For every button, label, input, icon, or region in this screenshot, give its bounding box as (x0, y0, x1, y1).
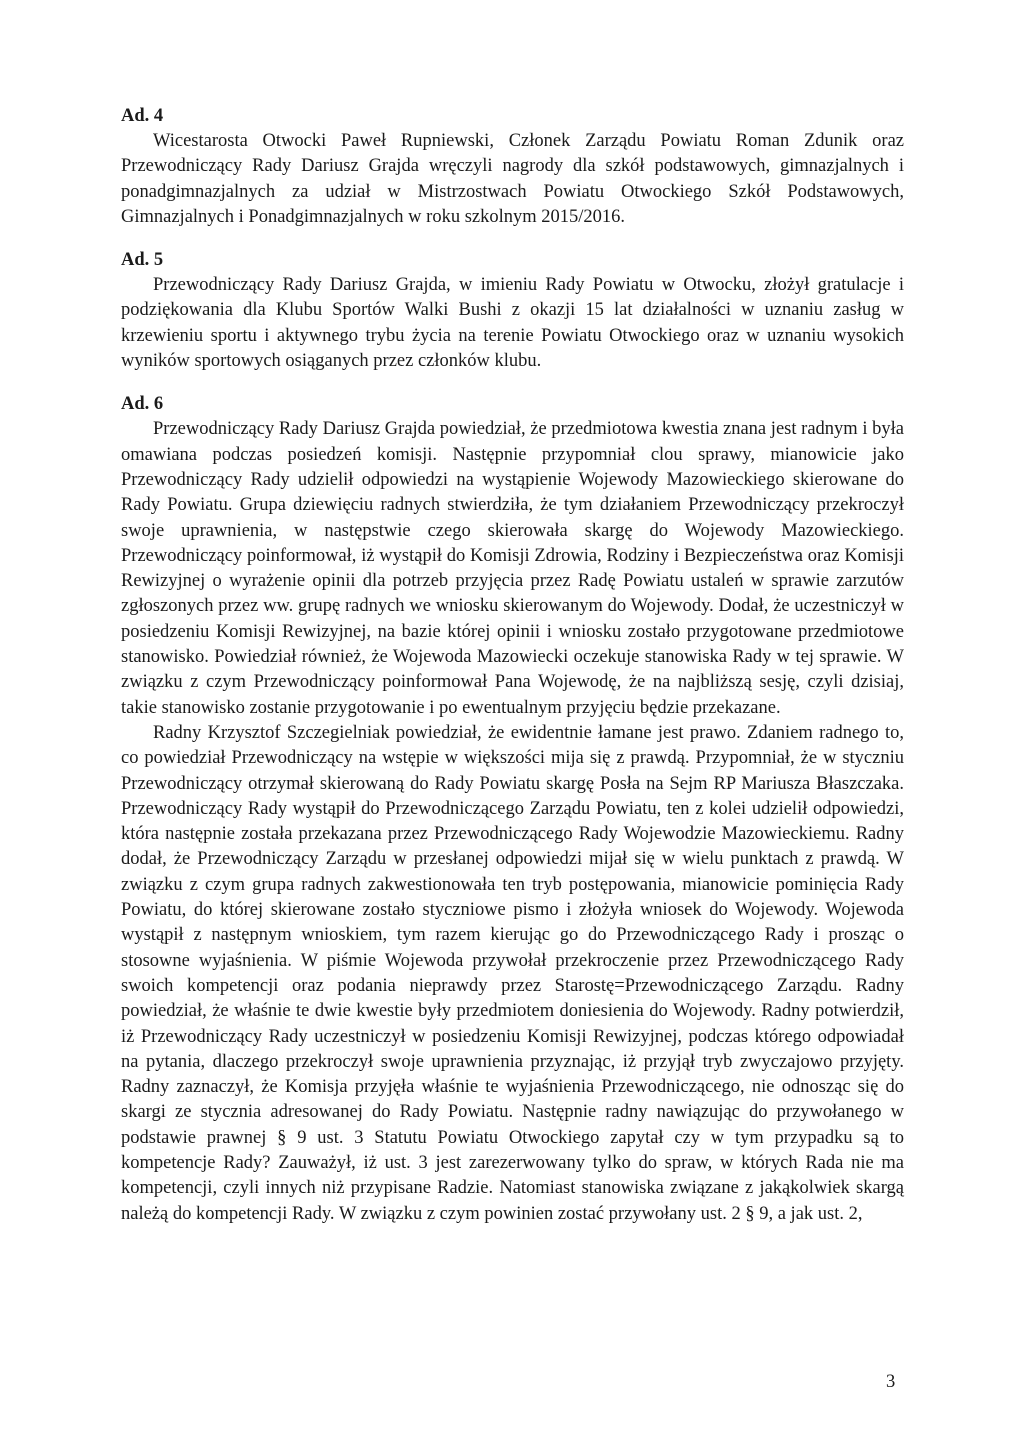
section-ad-5 (121, 248, 904, 374)
page-number: 3 (886, 1372, 896, 1392)
section-ad-4 (121, 104, 904, 230)
section-heading: Ad. 4 (121, 106, 164, 126)
paragraph: Radny Krzysztof Szczegielniak powiedział, że ewidentnie łamane jest prawo. Zdaniem radnego to, co powiedział Przewodniczący na wstępie w większości mija się z prawdą. Przypomniał, że w styczniu Przewodniczący otrzymał skierowaną do Rady Powiatu skargę Posła na Sejm RP Mariusza Błaszczaka. Przewodniczący Rady wystąpił do Przewodniczącego Zarządu Powiatu, ten z kolei udzielił odpowiedzi, która następnie została przekazana przez Przewodniczącego Rady Wojewodzie Mazowieckiemu. Radny dodał, że Przewodniczący Zarządu w przesłanej odpowiedzi mijał się w wielu punktach z prawdą. W związku z czym grupa radnych zakwestionowała ten tryb postępowania, mianowicie pominięcia Rady Powiatu, do której skierowane zostało styczniowe pismo i złożyła wniosek do Wojewody. Wojewoda wystąpił z następnym wnioskiem, tym razem kierując go do Przewodniczącego Rady i prosząc o stosowne wyjaśnienia. W piśmie Wojewoda przywołał przekroczenie przez Przewodniczącego Rady swoich kompetencji oraz podania nieprawdy przez Starostę=Przewodniczącego Zarządu. Radny powiedział, że właśnie te dwie kwestie były przedmiotem doniesienia do Wojewody. Radny potwierdził, iż Przewodniczący Rady uczestniczył w posiedzeniu Komisji Rewizyjnej, podczas którego odpowiadał na pytania, dlaczego przekroczył swoje uprawnienia przyznając, iż przyjął tryb zwyczajowo przyjęty. Radny zaznaczył, że Komisja przyjęła właśnie te wyjaśnienia Przewodniczącego, nie odnosząc się do skargi ze stycznia adresowanej do Rady Powiatu. Następnie radny nawiązując do przywołanego w podstawie prawnej § 9 ust. 3 Statutu Powiatu Otwockiego zapytał czy w tym przypadku są to kompetencje Rady? Zauważył, iż ust. 3 jest zarezerwowany tylko do spraw, w których Rada nie ma kompetencji, czyli innych niż przypisane Radzie. Natomiast stanowiska związane z jakąkolwiek skargą należą do kompetencji Rady. W związku z czym powinien zostać przywołany ust. 2 § 9, a jak ust. 2, (121, 722, 904, 1224)
section-heading: Ad. 6 (121, 394, 164, 415)
section-ad-6 (121, 392, 904, 1227)
paragraph: Wicestarosta Otwocki Paweł Rupniewski, Członek Zarządu Powiatu Roman Zdunik oraz Przewodniczący Rady Dariusz Grajda wręczyli nagrody dla szkół podstawowych, gimnazjalnych i ponadgimnazjalnych za udział w Mistrzostwach Powiatu Otwockiego Szkół Podstawowych, Gimnazjalnych i Ponadgimnazjalnych w roku szkolnym 2015/2016. (121, 131, 904, 227)
document-body (121, 104, 904, 1245)
paragraph: Przewodniczący Rady Dariusz Grajda powiedział, że przedmiotowa kwestia znana jest radnym i była omawiana podczas posiedzeń komisji. Następnie przypomniał clou sprawy, mianowicie jako Przewodniczący Rady udzielił odpowiedzi na wystąpienie Wojewody Mazowieckiego skierowane do Rady Powiatu. Grupa dziewięciu radnych stwierdziła, że tym działaniem Przewodniczący przekroczył swoje uprawnienia, w następstwie czego skierowała skargę do Wojewody Mazowieckiego. Przewodniczący poinformował, iż wystąpił do Komisji Zdrowia, Rodziny i Bezpieczeństwa oraz Komisji Rewizyjnej o wyrażenie opinii dla potrzeb przyjęcia przez Radę Powiatu ustaleń w sprawie zarzutów zgłoszonych przez ww. grupę radnych we wniosku skierowanym do Wojewody. Dodał, że uczestniczył w posiedzeniu Komisji Rewizyjnej, na bazie której opinii i wniosku zostało przygotowane przedmiotowe stanowisko. Powiedział również, że Wojewoda Mazowiecki oczekuje stanowiska Rady w tej sprawie. W związku z czym Przewodniczący poinformował Pana Wojewodę, że na najbliższą sesję, czyli dzisiaj, takie stanowisko zostanie przygotowanie i po ewentualnym przyjęciu będzie przekazane. (121, 419, 904, 718)
section-heading: Ad. 5 (121, 250, 164, 271)
paragraph: Przewodniczący Rady Dariusz Grajda, w imieniu Rady Powiatu w Otwocku, złożył gratulacje i podziękowania dla Klubu Sportów Walki Bushi z okazji 15 lat działalności w uznaniu zasług w krzewieniu sportu i aktywnego trybu życia na terenie Powiatu Otwockiego oraz w uznaniu wysokich wyników sportowych osiąganych przez członków klubu. (121, 275, 904, 372)
